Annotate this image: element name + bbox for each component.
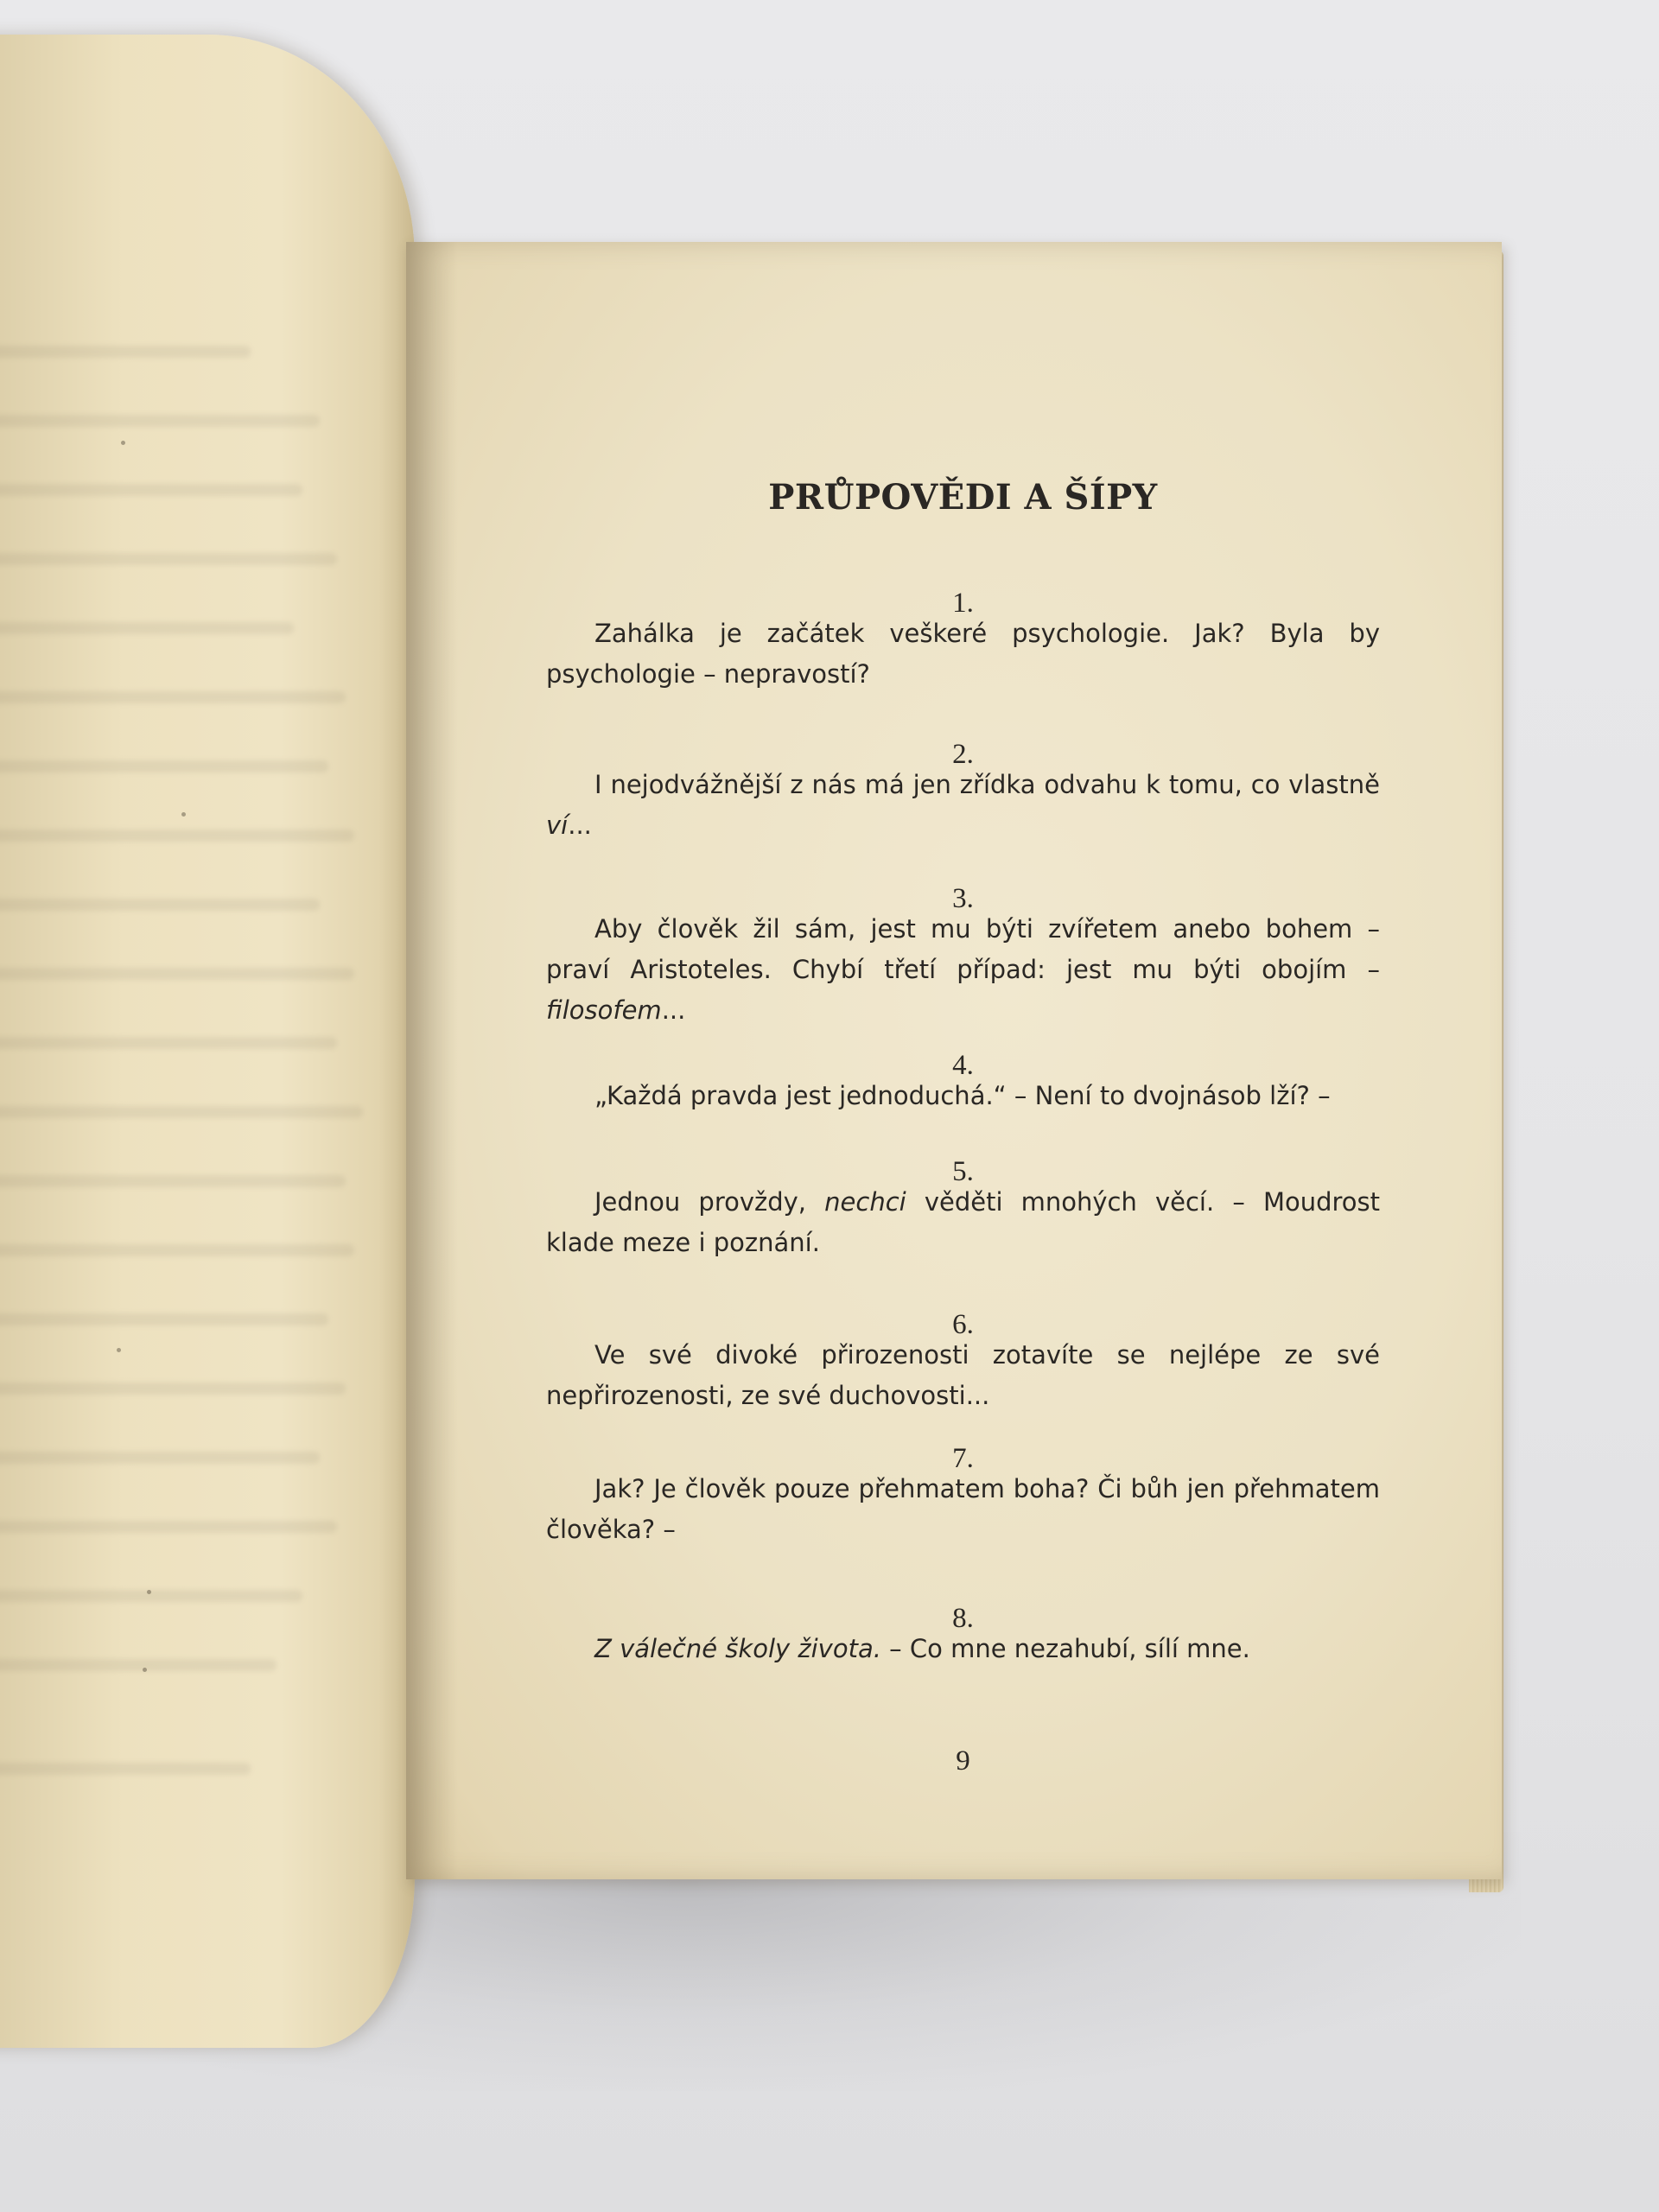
aphorism-italic-run: Z válečné školy života. [594, 1634, 881, 1663]
aphorism-text [546, 765, 1380, 846]
left-page-blurred [0, 35, 415, 2048]
aphorism-number: 7. [952, 1443, 974, 1474]
aphorism-text-run: Jak? Je člověk pouze přehmatem boha? Či bůh jen přehmatem člověka? – [546, 1474, 1380, 1544]
aphorism-text [546, 1629, 1380, 1669]
ghost-text-line [0, 484, 302, 496]
aphorism-italic-run: nechci [824, 1187, 906, 1217]
aphorism-text-run: Ve své divoké přirozenosti zotavíte se nejlépe ze své nepřirozenosti, ze své duchovosti... [546, 1340, 1380, 1410]
ghost-text-line [0, 1763, 251, 1775]
ghost-text-line [0, 968, 354, 980]
aphorism-italic-run: ví [546, 810, 569, 840]
ghost-text-line [0, 691, 346, 703]
aphorism-text [546, 613, 1380, 695]
aphorism-text-run: Zahálka je začátek veškeré psychologie. Jak? Byla by psychologie – nepravostí? [546, 619, 1380, 689]
aphorism-number: 3. [952, 883, 974, 914]
aphorism-text-run: I nejodvážnější z nás má jen zřídka odvahu k tomu, co vlastně [594, 770, 1380, 799]
aphorism-text-run: Aby člověk žil sám, jest mu býti zvířetem anebo bohem – praví Aristoteles. Chybí třetí případ: jest mu býti obojím – [546, 914, 1380, 984]
ghost-text-line [0, 1521, 337, 1533]
aphorism-number: 4. [952, 1050, 974, 1081]
ghost-text-line [0, 553, 337, 565]
ghost-text-line [0, 346, 251, 358]
aphorism-text [546, 1469, 1380, 1550]
paper-speck [121, 441, 125, 445]
paper-speck [117, 1348, 121, 1352]
ghost-text-line [0, 1175, 346, 1187]
aphorism-text [546, 1076, 1380, 1116]
ghost-text-line [0, 899, 320, 911]
aphorism-italic-run: filosofem [546, 995, 662, 1025]
ghost-text-line [0, 622, 294, 634]
aphorism-text [546, 1335, 1380, 1416]
ghost-text-line [0, 830, 354, 842]
aphorism-number: 8. [952, 1603, 974, 1634]
paper-speck [147, 1590, 151, 1594]
ghost-text-line [0, 1659, 276, 1671]
aphorism-number: 5. [952, 1156, 974, 1187]
aphorism-number: 6. [952, 1309, 974, 1340]
gutter-shadow [406, 242, 458, 1879]
aphorism-number: 2. [952, 739, 974, 770]
page-number: 9 [956, 1745, 970, 1777]
aphorism-text-run: ... [568, 810, 592, 840]
aphorism-text [546, 909, 1380, 1031]
ghost-text-line [0, 1590, 302, 1602]
paper-speck [143, 1668, 147, 1672]
ghost-text-line [0, 1106, 363, 1118]
paper-speck [181, 812, 186, 817]
aphorism-text-run: ... [661, 995, 686, 1025]
ghost-text-line [0, 1382, 346, 1395]
ghost-text-line [0, 760, 328, 772]
aphorism-text [546, 1182, 1380, 1263]
aphorism-text-run: Jednou provždy, [594, 1187, 825, 1217]
ghost-text-line [0, 415, 320, 427]
aphorism-text-run: věděti mnohých věcí. – Moudrost klade meze i poznání. [546, 1187, 1380, 1257]
ghost-text-line [0, 1037, 337, 1049]
chapter-title: PRŮPOVĚDI A ŠÍPY [768, 477, 1158, 518]
right-page [406, 242, 1502, 1879]
aphorism-number: 1. [952, 588, 974, 619]
aphorism-text-run: „Každá pravda jest jednoduchá.“ – Není to dvojnásob lží? – [594, 1081, 1331, 1110]
ghost-text-line [0, 1313, 328, 1325]
ghost-text-line [0, 1452, 320, 1464]
aphorism-text-run: – Co mne nezahubí, sílí mne. [880, 1634, 1250, 1663]
ghost-text-line [0, 1244, 354, 1256]
